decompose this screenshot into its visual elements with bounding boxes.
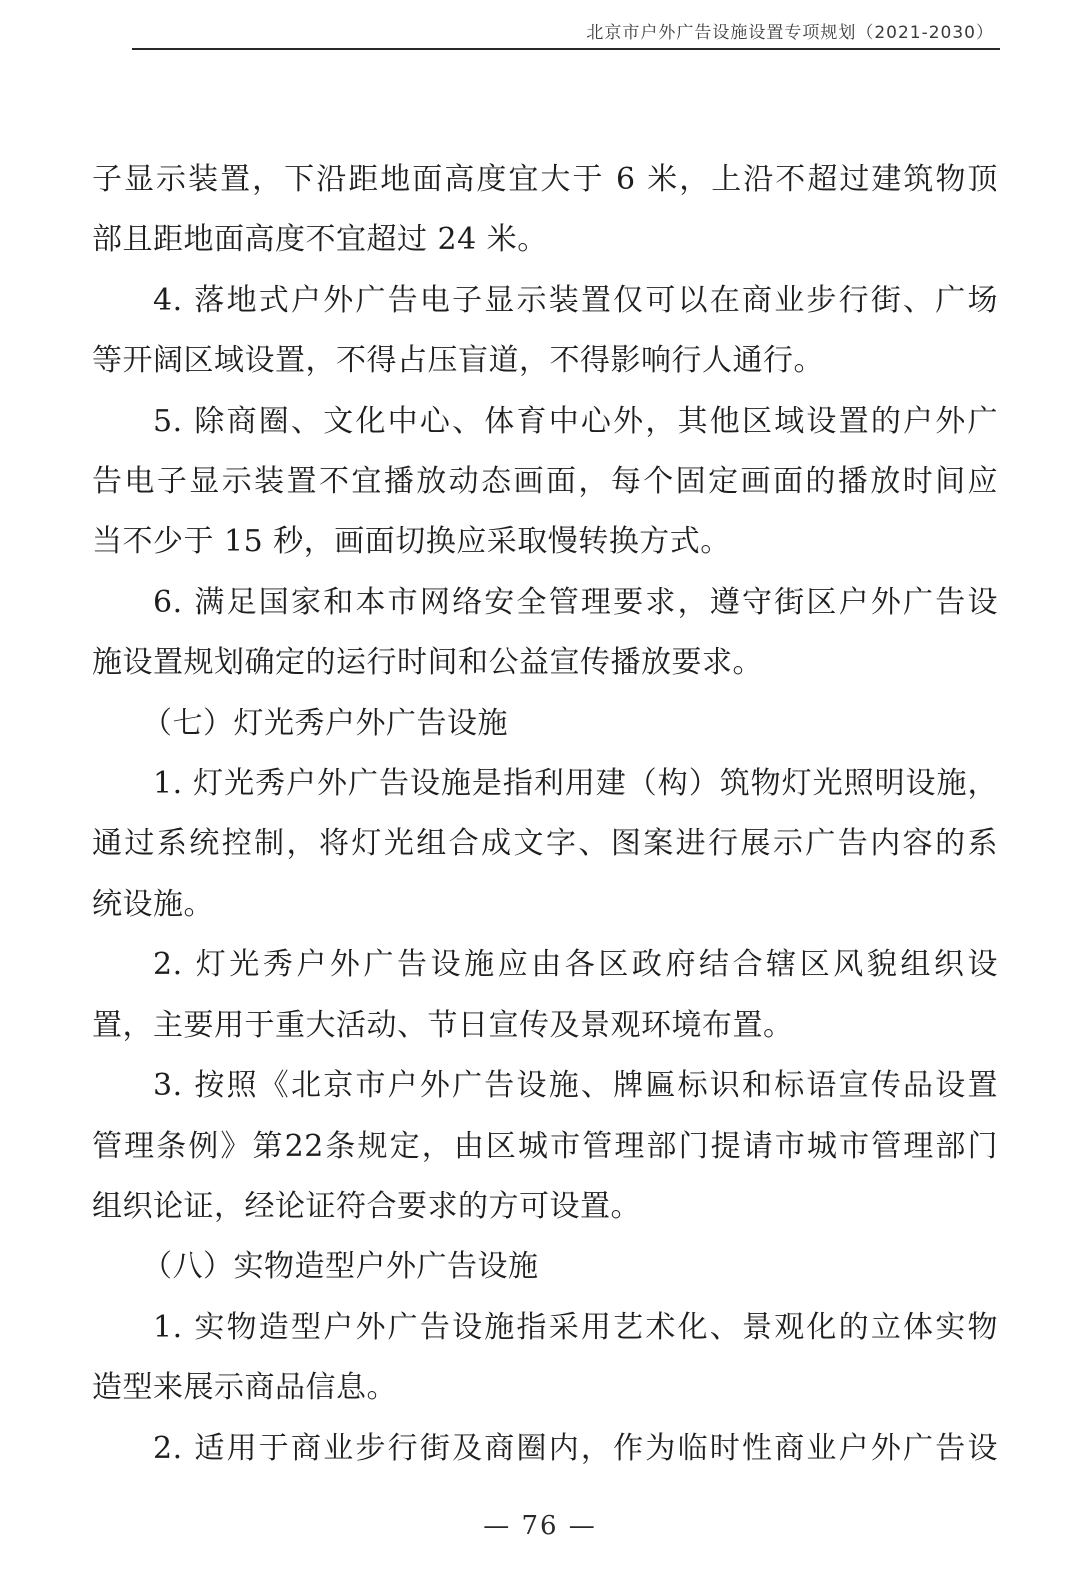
text-line: 4. 落地式户外广告电子显示装置仅可以在商业步行街、广场: [153, 282, 998, 318]
section-heading-8: [92, 1237, 998, 1297]
paragraph-7-2: [92, 935, 998, 1056]
paragraph-item-5: [92, 392, 998, 573]
text-line: 5. 除商圈、文化中心、体育中心外，其他区域设置的户外广: [153, 403, 998, 439]
text-line: 等开阔区域设置，不得占压盲道，不得影响行人通行。: [92, 343, 824, 379]
text-line: 当不少于 15 秒，画面切换应采取慢转换方式。: [92, 524, 731, 560]
text-line: 2. 灯光秀户外广告设施应由各区政府结合辖区风貌组织设: [153, 947, 998, 983]
text-line: 告电子显示装置不宜播放动态画面，每个固定画面的播放时间应: [92, 464, 998, 500]
text-line: 管理条例》第22条规定，由区城市管理部门提请市城市管理部门: [92, 1128, 998, 1164]
text-line: 统设施。: [92, 886, 214, 922]
text-line: 施设置规划确定的运行时间和公益宣传播放要求。: [92, 645, 763, 681]
document-body: [92, 150, 998, 1479]
heading-line: （七）灯光秀户外广告设施: [142, 705, 508, 741]
paragraph-item-4: [92, 271, 998, 392]
text-line: 组织论证，经论证符合要求的方可设置。: [92, 1188, 641, 1224]
page-header: [132, 14, 1000, 50]
header-title: 北京市户外广告设施设置专项规划（2021-2030）: [586, 23, 994, 43]
page-number: — 76 —: [483, 1511, 597, 1541]
paragraph-7-3: [92, 1056, 998, 1237]
text-line: 3. 按照《北京市户外广告设施、牌匾标识和标语宣传品设置: [153, 1068, 998, 1104]
paragraph-7-1: [92, 754, 998, 935]
text-line: 2. 适用于商业步行街及商圈内，作为临时性商业户外广告设: [153, 1430, 998, 1466]
section-heading-7: [92, 694, 998, 754]
paragraph-8-1: [92, 1298, 998, 1419]
text-line: 6. 满足国家和本市网络安全管理要求，遵守街区户外广告设: [153, 584, 998, 620]
heading-line: （八）实物造型户外广告设施: [142, 1249, 539, 1285]
paragraph-continuation: [92, 150, 998, 271]
text-line: 置，主要用于重大活动、节日宣传及景观环境布置。: [92, 1007, 794, 1043]
text-line: 子显示装置，下沿距地面高度宜大于 6 米，上沿不超过建筑物顶: [92, 162, 998, 197]
paragraph-8-2: [92, 1419, 998, 1479]
text-line: 造型来展示商品信息。: [92, 1370, 397, 1406]
text-line: 1. 灯光秀户外广告设施是指利用建（构）筑物灯光照明设施，: [153, 766, 998, 802]
paragraph-item-6: [92, 573, 998, 694]
text-line: 1. 实物造型户外广告设施指采用艺术化、景观化的立体实物: [153, 1309, 998, 1345]
text-line: 部且距地面高度不宜超过 24 米。: [92, 222, 548, 258]
text-line: 通过系统控制，将灯光组合成文字、图案进行展示广告内容的系: [92, 826, 998, 862]
